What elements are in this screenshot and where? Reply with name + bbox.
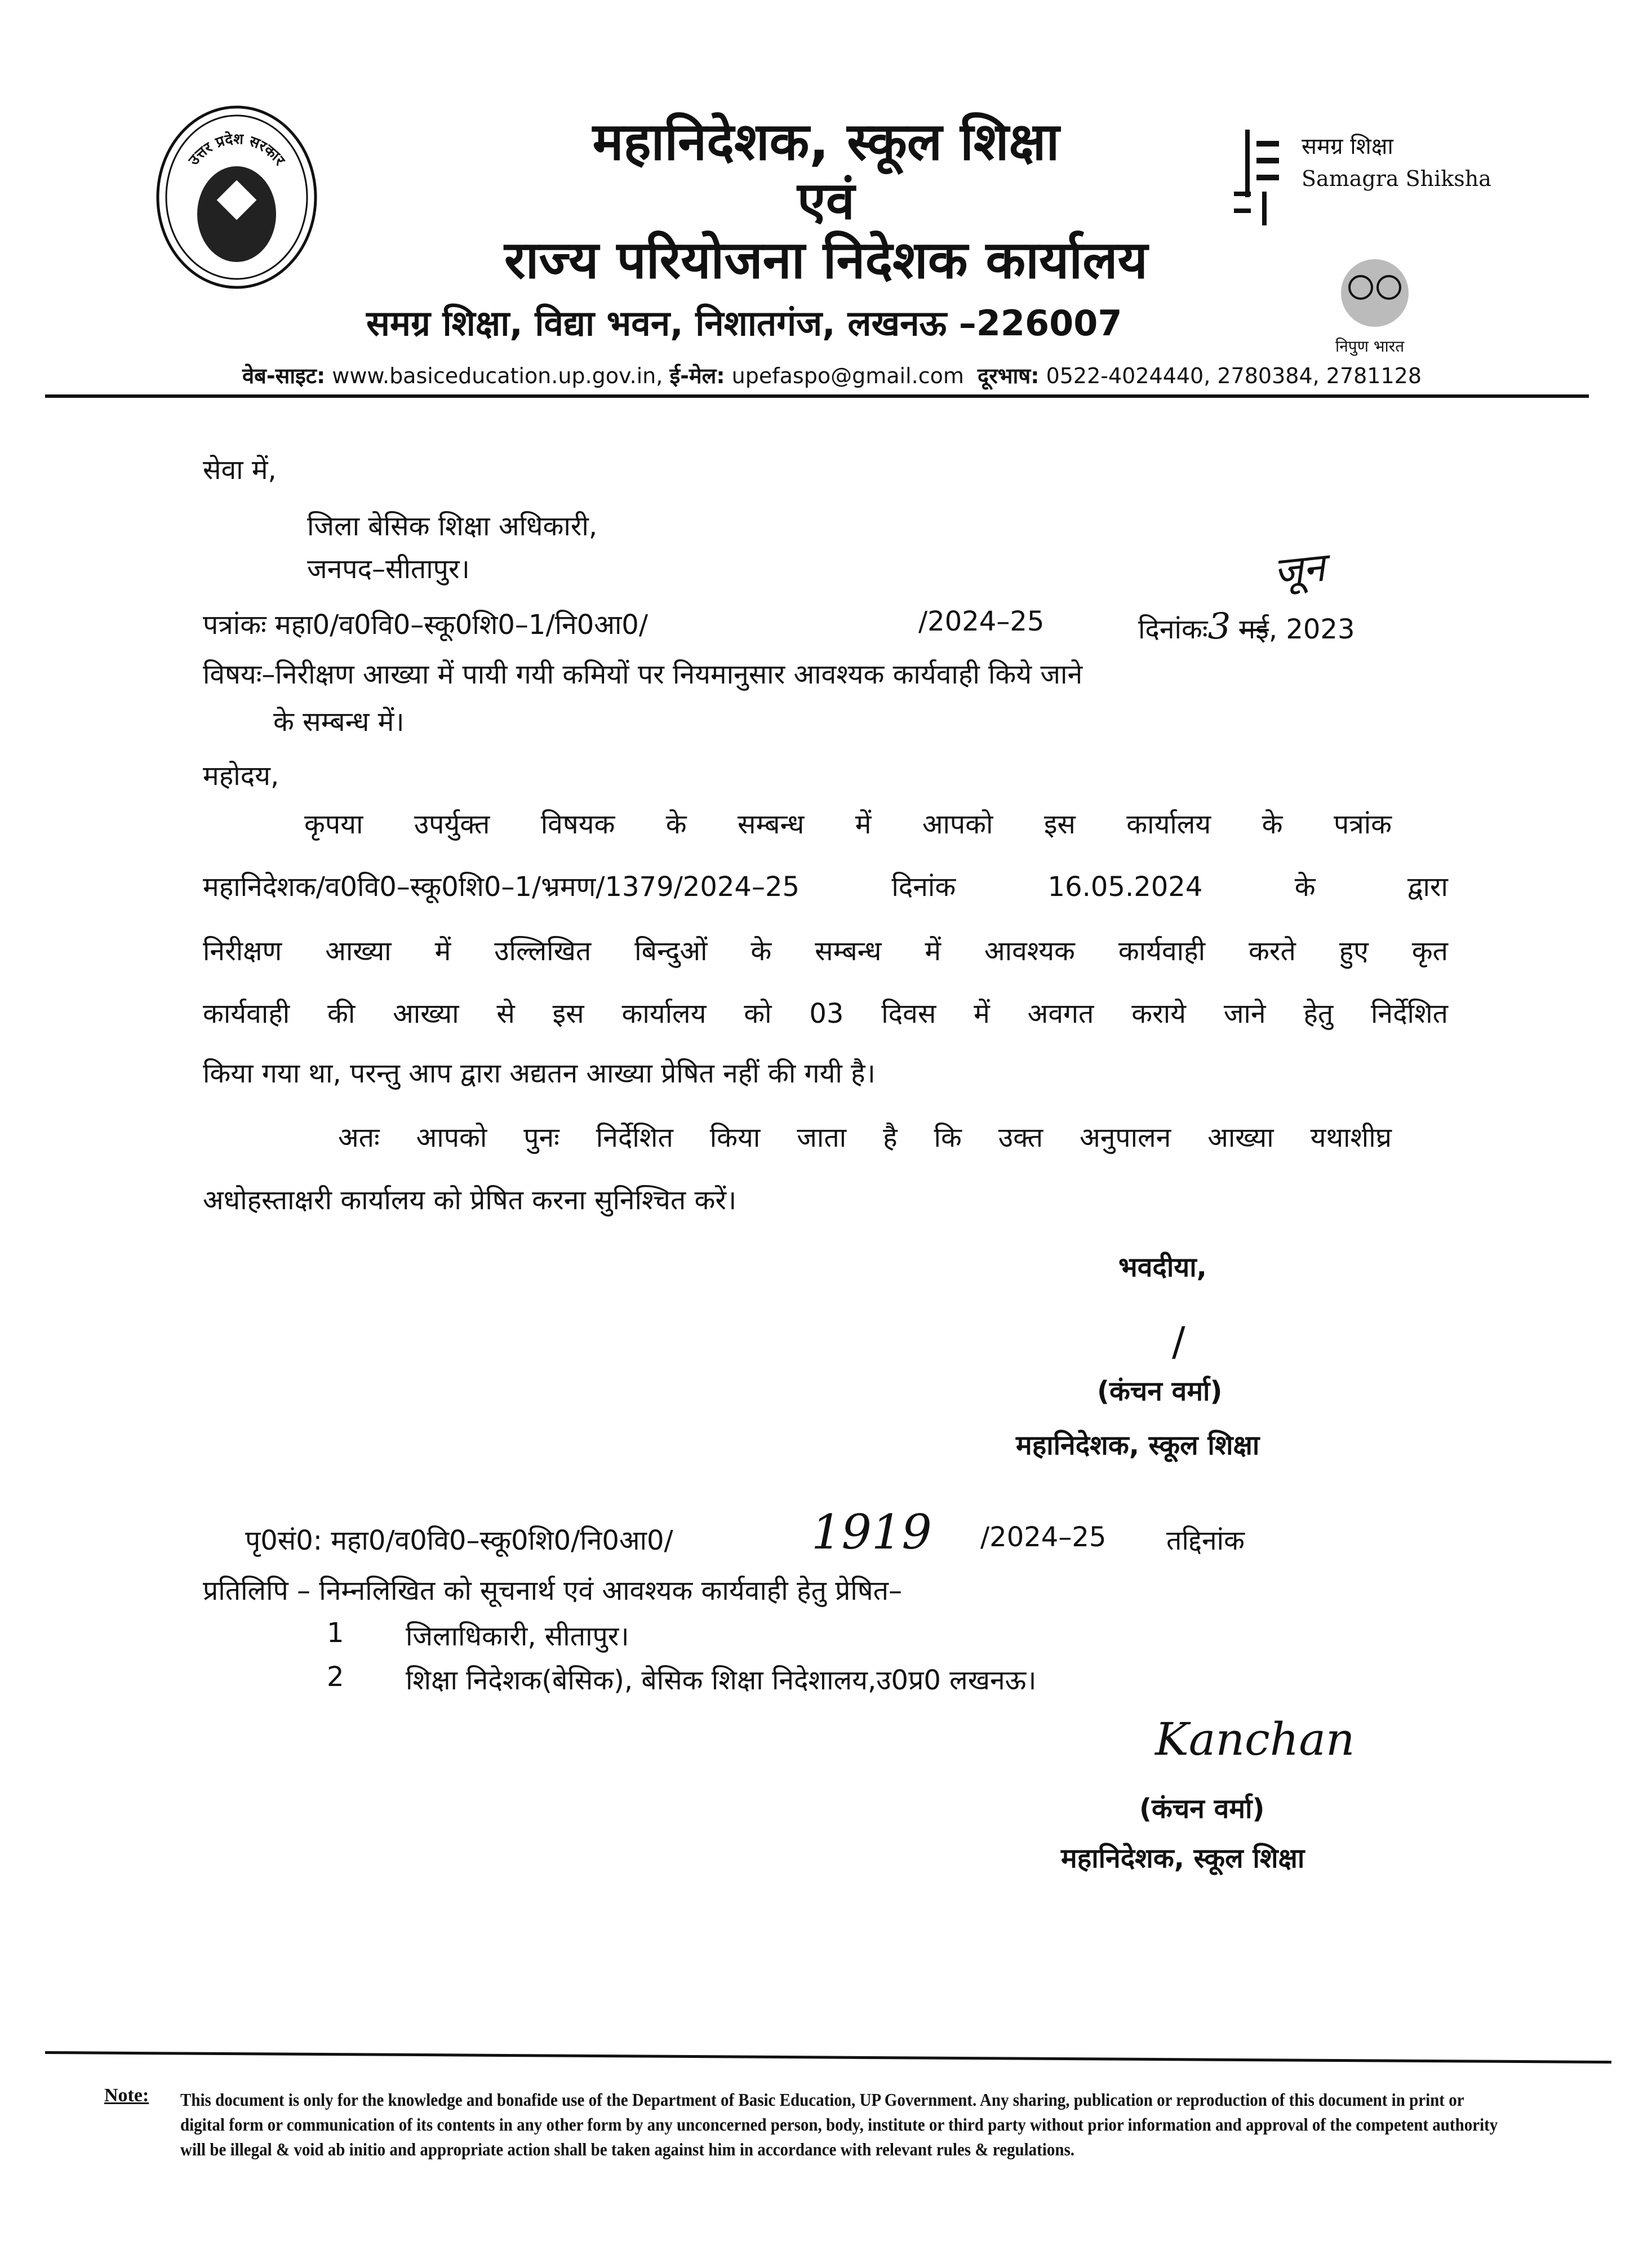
footer-divider (45, 2051, 1611, 2064)
addressee: जिला बेसिक शिक्षा अधिकारी, (307, 511, 598, 542)
website-link[interactable]: www.basiceducation.up.gov.in, (332, 363, 663, 388)
copy-item-num: 2 (327, 1661, 344, 1693)
letter-date (1138, 606, 1355, 647)
phone-numbers: 0522-4024440, 2780384, 2781128 (1046, 363, 1422, 388)
note-label: Note: (104, 2085, 149, 2106)
signatory-name: (कंचन वर्मा) (1097, 1376, 1223, 1407)
para1-line: कृपया उपर्युक्त विषयक के सम्बन्ध में आपको इस कार्यालय के पत्रांक (304, 809, 1392, 840)
seal-text: उत्तर प्रदेश सरकार (185, 130, 288, 169)
signature-mark: / (1172, 1319, 1185, 1365)
copy-ref-year: /2024–25 (980, 1521, 1107, 1553)
para1-line: कार्यवाही की आख्या से इस कार्यालय को 03 दिवस में अवगत कराये जाने हेतु निर्देशित (203, 998, 1448, 1030)
note-text: This document is only for the knowledge and bonafide use of the Department of Basic Education, UP Government. Any sharing, publication or reproduction of this document in print or digital form or communication of its contents in any other form by any unconcerned person, body, institute or third party without prior information and approval of the competent authority will be illegal & void ab initio and appropriate action shall be taken against him in accordance with relevant rules & regulations. (180, 2090, 1498, 2160)
header-title-line3: राज्य परियोजना निदेशक कार्यालय (504, 230, 1148, 290)
date-label: दिनांकः (1138, 614, 1208, 645)
copy-signatory-name: (कंचन वर्मा) (1139, 1793, 1265, 1825)
month-struck: मई (1239, 614, 1269, 645)
copy-ref: पृ0सं0: महा0/व0वि0–स्कू0शि0/नि0आ0/ (245, 1525, 673, 1556)
para2-line: अधोहस्ताक्षरी कार्यालय को प्रेषित करना सुनिश्चित करें। (203, 1184, 737, 1216)
copy-heading: प्रतिलिपि – निम्नलिखित को सूचनार्थ एवं आवश्यक कार्यवाही हेतु प्रेषित– (203, 1575, 902, 1607)
copy-item-num: 1 (327, 1617, 344, 1649)
subject-line2: के सम्बन्ध में। (273, 706, 405, 738)
samagra-shiksha-logo (1228, 118, 1521, 231)
header-title-line2: एवं (797, 171, 855, 231)
email-label: ई-मेल: (669, 363, 725, 388)
letter-ref: पत्रांकः महा0/व0वि0–स्कू0शि0–1/नि0आ0/ (203, 609, 649, 641)
district: जनपद–सीतापुर। (307, 553, 470, 585)
subject-line1: विषयः–निरीक्षण आख्या में पायी गयी कमियों पर नियमानुसार आवश्यक कार्यवाही किये जाने (203, 659, 1083, 690)
closing: भवदीया, (1118, 1252, 1207, 1283)
para1-line: महानिदेशक/व0वि0–स्कू0शि0–1/भ्रमण/1379/2024–25 दिनांक 16.05.2024 के द्वारा (203, 871, 1448, 903)
copy-ref-date: तद्दिनांक (1166, 1525, 1245, 1556)
contact-line (242, 361, 1422, 390)
date-handwritten: 3 (1207, 606, 1231, 647)
email-link[interactable]: upefaspo@gmail.com (731, 363, 964, 388)
month-handwritten: जून (1271, 544, 1327, 596)
para1-line: निरीक्षण आख्या में उल्लिखित बिन्दुओं के सम्बन्ध में आवश्यक कार्यवाही करते हुए कृत (203, 935, 1448, 967)
to-line: सेवा में, (203, 454, 277, 486)
letter-ref-year: /2024–25 (918, 606, 1045, 637)
office-address: समग्र शिक्षा, विद्या भवन, निशातगंज, लखनऊ –226007 (366, 303, 1122, 344)
para1-line: किया गया था, परन्तु आप द्वारा अद्यतन आख्या प्रेषित नहीं की गयी है। (203, 1058, 876, 1089)
copy-ref-handwritten: 1919 (811, 1505, 932, 1560)
header-title-line1: महानिदेशक, स्कूल शिक्षा (592, 112, 1060, 172)
date-year: , 2023 (1268, 614, 1355, 645)
header-divider (45, 394, 1589, 398)
copy-item: शिक्षा निदेशक(बेसिक), बेसिक शिक्षा निदेशालय,उ0प्र0 लखनऊ। (406, 1665, 1037, 1696)
handwritten-signature: Kanchan (1155, 1713, 1355, 1765)
copy-item: जिलाधिकारी, सीतापुर। (406, 1621, 629, 1652)
nipun-bharat-text: निपुण भारत (1335, 337, 1405, 356)
phone-label: दूरभाष: (978, 363, 1040, 388)
copy-signatory-title: महानिदेशक, स्कूल शिक्षा (1061, 1843, 1305, 1874)
samagra-shiksha-english: Samagra Shiksha (1302, 166, 1491, 191)
nipun-bharat-logo (1318, 248, 1431, 361)
para2-line: अतः आपको पुनः निर्देशित किया जाता है कि उक्त अनुपालन आख्या यथाशीघ्र (338, 1122, 1392, 1153)
salutation: महोदय, (203, 760, 279, 792)
signatory-title: महानिदेशक, स्कूल शिक्षा (1016, 1430, 1260, 1461)
samagra-shiksha-hindi: समग्र शिक्षा (1302, 134, 1393, 159)
website-label: वेब-साइट: (242, 363, 326, 388)
